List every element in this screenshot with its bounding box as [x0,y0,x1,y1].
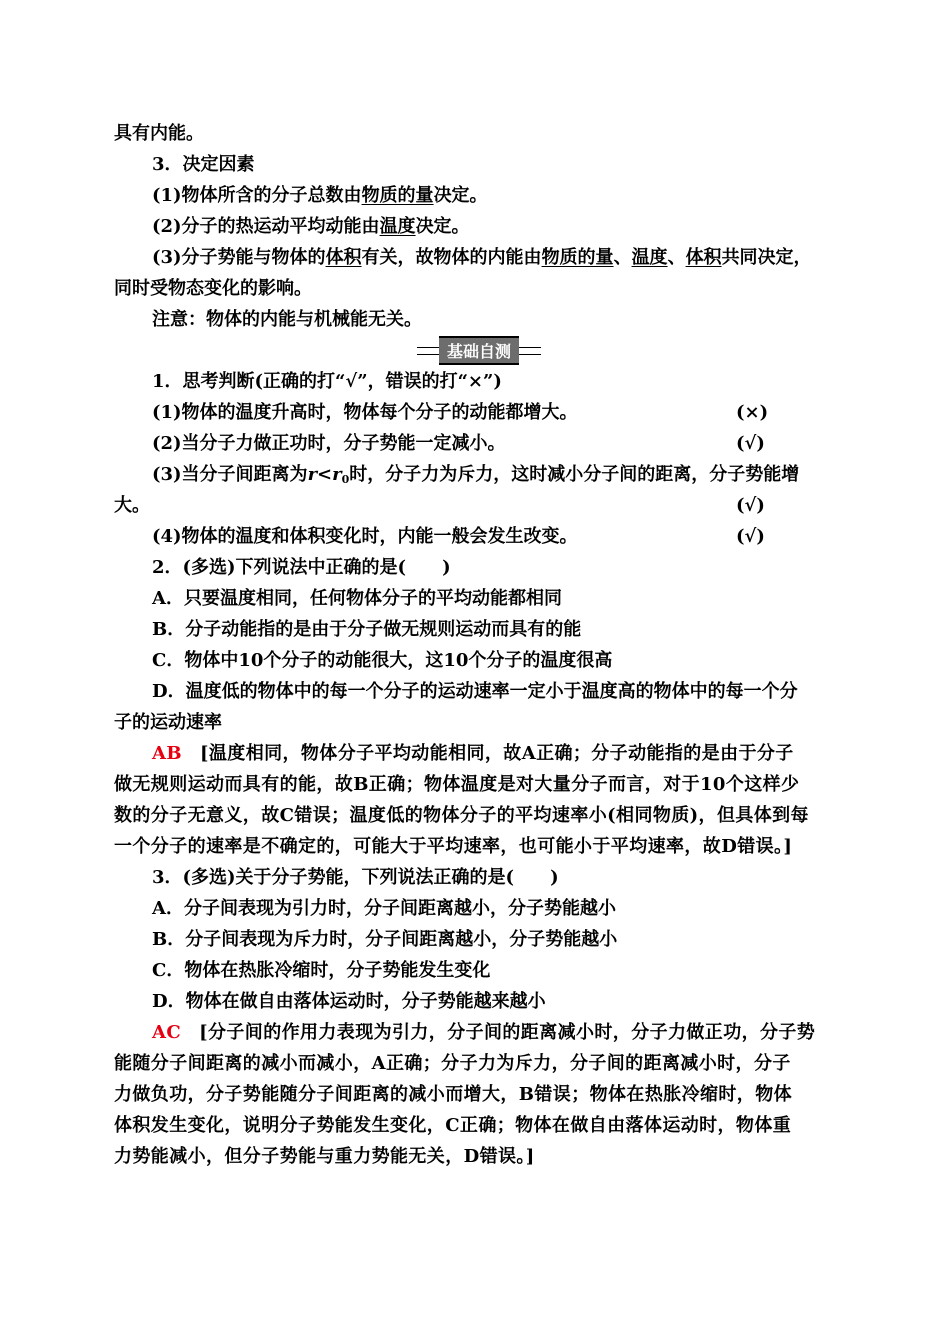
var-r0: r [332,464,342,485]
banner-left-rule [417,347,439,355]
p2-underline: 温度 [379,216,416,237]
section3-note: 注意：物体的内能与机械能无关。 [152,309,422,330]
q1-item-4-text: (4)物体的温度和体积变化时，内能一般会发生改变。 [152,526,578,547]
p1-underline: 物质的量 [361,185,434,206]
q2-option-d-cont: 子的运动速率 [114,712,222,733]
q3-explanation-line-2: 能随分子间距离的减小而减小，A正确；分子力为斥力，分子间的距离减小时，分子 [114,1053,791,1074]
q1-item-4-mark: (√) [736,526,765,547]
q2-option-b: B．分子动能指的是由于分子做无规则运动而具有的能 [152,619,582,640]
p1-post: 决定。 [433,185,488,206]
p3-post: 共同决定， [721,247,812,268]
q1-item-3-post: 时，分子力为斥力，这时减小分子间的距离，分子势能增 [349,464,800,485]
q2-explanation-line-4: 一个分子的速率是不确定的，可能大于平均速率，也可能小于平均速率，故D错误。] [114,836,793,857]
q1-item-2-text: (2)当分子力做正功时，分子势能一定减小。 [152,433,506,454]
q1-item-1 [114,397,844,428]
q2-option-c: C．物体中10个分子的动能很大，这10个分子的温度很高 [152,650,613,671]
q3-answer: AC [152,1022,182,1043]
q2-option-a: A．只要温度相同，任何物体分子的平均动能都相同 [152,588,562,609]
q1-item-2 [114,428,844,459]
q1-item-3 [114,459,844,490]
q2-explanation-line-1 [114,738,844,769]
q1-item-2-mark: (√) [736,433,765,454]
p3-underline-3: 温度 [631,247,668,268]
q3-option-c: C．物体在热胀冷缩时，分子势能发生变化 [152,960,491,981]
q3-explanation-line-1 [114,1017,844,1048]
q3-explanation-line-3: 力做负功，分子势能随分子间距离的减小而增大，B错误；物体在热胀冷缩时，物体 [114,1084,793,1105]
section3-heading: 3．决定因素 [152,154,255,175]
p3-underline-2: 物质的量 [541,247,614,268]
q1-heading: 1．思考判断(正确的打“√”，错误的打“×”) [152,371,502,392]
document-page [114,118,844,1172]
var-r0-subscript: 0 [341,473,350,486]
q3-option-a: A．分子间表现为引力时，分子间距离越小，分子势能越小 [152,898,616,919]
var-r: r [307,464,318,485]
q1-item-4 [114,521,844,552]
basic-self-test-banner [114,335,844,366]
q3-stem: 3．(多选)关于分子势能，下列说法正确的是( ) [152,867,559,888]
section3-p1 [114,180,844,211]
q2-explanation-1: [温度相同，物体分子平均动能相同，故A正确；分子动能指的是由于分子 [199,743,794,764]
q1-item-3-cont-text: 大。 [114,495,150,516]
p2-text: (2)分子的热运动平均动能由 [152,216,380,237]
q1-item-1-mark: (×) [736,402,769,423]
p1-text: (1)物体所含的分子总数由 [152,185,362,206]
p3-mid: 有关，故物体的内能由 [361,247,542,268]
q3-explanation-1: [分子间的作用力表现为引力，分子间的距离减小时，分子力做正功，分子势 [199,1022,816,1043]
banner-right-rule [519,347,541,355]
intro-tail: 具有内能。 [114,123,204,144]
q1-item-3-pre: (3)当分子间距离为 [152,464,308,485]
q2-stem: 2．(多选)下列说法中正确的是( ) [152,557,451,578]
p3-underline-1: 体积 [325,247,362,268]
q2-explanation-line-3: 数的分子无意义，故C错误；温度低的物体分子的平均速率小(相同物质)，但具体到每 [114,805,809,826]
less-than: < [317,464,333,485]
q1-item-1-text: (1)物体的温度升高时，物体每个分子的动能都增大。 [152,402,578,423]
p3-underline-4: 体积 [685,247,722,268]
q3-option-b: B．分子间表现为斥力时，分子间距离越小，分子势能越小 [152,929,618,950]
p3-text: (3)分子势能与物体的 [152,247,326,268]
p3-sep2: 、 [667,247,686,268]
q2-answer: AB [152,743,182,764]
q1-item-3-mark: (√) [736,495,765,516]
p3-sep1: 、 [613,247,632,268]
q3-explanation-line-5: 力势能减小，但分子势能与重力势能无关，D错误。] [114,1146,535,1167]
section3-p2 [114,211,844,242]
section3-p3 [114,242,844,273]
q2-explanation-line-2: 做无规则运动而具有的能，故B正确；物体温度是对大量分子而言，对于10个这样少 [114,774,800,795]
q1-item-3-cont [114,490,844,521]
banner-title: 基础自测 [439,336,519,365]
p2-post: 决定。 [415,216,470,237]
q2-option-d: D．温度低的物体中的每一个分子的运动速率一定小于温度高的物体中的每一个分 [152,681,798,702]
q3-explanation-line-4: 体积发生变化，说明分子势能发生变化，C正确；物体在做自由落体运动时，物体重 [114,1115,792,1136]
section3-p3-line2: 同时受物态变化的影响。 [114,278,312,299]
q3-option-d: D．物体在做自由落体运动时，分子势能越来越小 [152,991,546,1012]
